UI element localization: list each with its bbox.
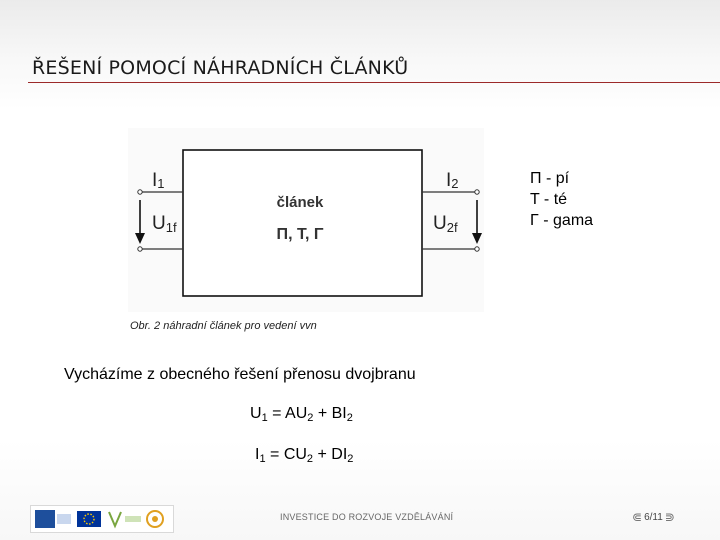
input-bottom-terminal: [138, 247, 142, 251]
two-port-block: [183, 150, 422, 296]
page-navigator: [632, 510, 675, 524]
output-top-terminal: [475, 190, 479, 194]
legend-symbol: Π: [530, 170, 542, 187]
two-port-svg: [128, 128, 484, 312]
prev-arrow-icon[interactable]: ⋐: [632, 510, 643, 524]
input-voltage-sub: 1f: [165, 220, 177, 235]
svg-text:U2f: [433, 213, 458, 235]
legend-item-te: [530, 189, 593, 210]
network-type-legend: [530, 168, 593, 231]
op-logo-center-icon: [152, 516, 158, 522]
legend-text: - té: [539, 191, 568, 208]
next-arrow-icon[interactable]: ⋑: [664, 510, 675, 524]
footer-text: INVESTICE DO ROZVOJE VZDĚLÁVÁNÍ: [280, 512, 454, 522]
output-current-label: I: [446, 170, 452, 191]
ministry-logo-text-icon: [125, 516, 141, 522]
svg-text:I2: [446, 170, 459, 191]
slide-title: ŘEŠENÍ POMOCÍ NÁHRADNÍCH ČLÁNKŮ: [32, 57, 409, 79]
input-current-sub: 1: [157, 176, 165, 191]
legend-symbol: T: [530, 191, 540, 208]
input-voltage-arrowhead: [135, 233, 145, 244]
funding-logos-svg: [31, 506, 173, 532]
input-current-label: I: [152, 170, 158, 191]
output-bottom-terminal: [475, 247, 479, 251]
intro-text: Vycházíme z obecného řešení přenosu dvojbranu: [64, 366, 416, 383]
legend-symbol: Γ: [530, 212, 539, 229]
esf-logo-sub-icon: [57, 514, 71, 524]
input-voltage-label: U: [152, 213, 166, 234]
legend-item-gama: [530, 210, 593, 231]
title-underline: [28, 82, 720, 83]
output-current-sub: 2: [451, 176, 459, 191]
output-voltage-arrowhead: [472, 233, 482, 244]
svg-text:I1: [152, 170, 165, 191]
page-number: 6/11: [644, 511, 663, 523]
figure-caption: Obr. 2 náhradní článek pro vedení vvn: [130, 320, 317, 332]
svg-text:U1f: [152, 213, 177, 235]
equation-current: $I_1 = CU_2 + DI_2$: [255, 446, 354, 465]
block-label: článek: [276, 194, 324, 211]
funding-logos: [30, 505, 174, 533]
output-voltage-label: U: [433, 213, 447, 234]
ministry-logo-icon: [109, 512, 121, 526]
legend-text: - gama: [538, 212, 594, 229]
two-port-diagram: [128, 128, 484, 312]
output-voltage-sub: 2f: [446, 220, 458, 235]
legend-item-pi: [530, 168, 593, 189]
esf-logo-icon: [35, 510, 55, 528]
legend-text: - pí: [541, 170, 570, 187]
input-top-terminal: [138, 190, 142, 194]
block-types: Π, T, Γ: [276, 226, 324, 243]
equation-voltage: $U_1 = AU_2 + BI_2$: [250, 405, 353, 424]
